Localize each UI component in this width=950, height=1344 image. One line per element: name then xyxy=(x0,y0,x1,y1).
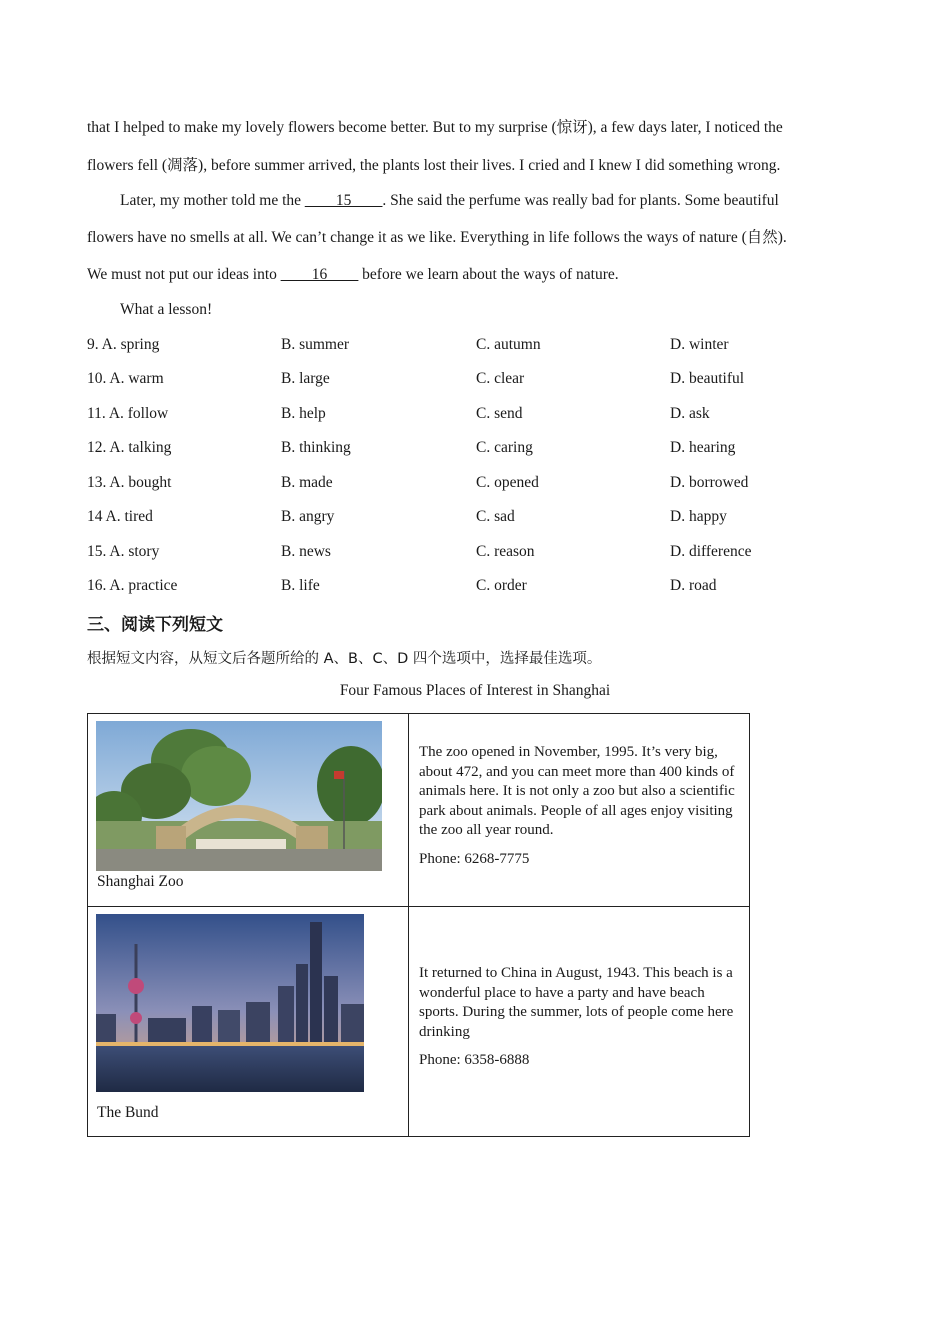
option-d: D. happy xyxy=(670,508,727,525)
blank-16: ____16____ xyxy=(280,266,359,283)
section-heading: 三、阅读下列短文 xyxy=(87,615,223,635)
table-title: Four Famous Places of Interest in Shanghai xyxy=(339,682,611,699)
option-a: 16. A. practice xyxy=(87,577,178,594)
section-instructions: 根据短文内容，从短文后各题所给的 A、B、C、D 四个选项中，选择最佳选项。 xyxy=(87,651,602,667)
description-cell xyxy=(409,907,750,1137)
option-d: D. hearing xyxy=(670,439,736,456)
option-d: D. winter xyxy=(670,336,729,353)
zoo-photo xyxy=(88,714,408,871)
passage-line-3 xyxy=(120,191,779,211)
image-cell xyxy=(88,907,409,1137)
zoo-gate-image xyxy=(96,721,382,871)
option-d: D. road xyxy=(670,577,717,594)
option-c: C. send xyxy=(476,405,523,422)
option-a: 10. A. warm xyxy=(87,370,164,387)
option-a: 12. A. talking xyxy=(87,439,172,456)
option-c: C. sad xyxy=(476,508,515,525)
option-b: B. thinking xyxy=(281,439,351,456)
option-b: B. news xyxy=(281,543,331,560)
option-b: B. life xyxy=(281,577,320,594)
bund-photo xyxy=(88,907,408,1092)
option-a: 9. A. spring xyxy=(87,336,160,353)
option-b: B. made xyxy=(281,474,333,491)
passage-line-3-end: . She said the perfume was really bad for plants. Some beautiful xyxy=(382,192,779,209)
option-c: C. clear xyxy=(476,370,525,387)
table-row xyxy=(88,907,750,1137)
question-12-options xyxy=(87,438,847,458)
option-c: C. reason xyxy=(476,543,535,560)
place-phone: Phone: 6358-6888 xyxy=(419,1052,530,1068)
passage-line-2: flowers fell (凋落), before summer arrived, the plants lost their lives. I cried and I knew I did something wrong. xyxy=(87,157,781,174)
option-b: B. help xyxy=(281,405,326,422)
passage-line-3-start: Later, my mother told me the xyxy=(120,192,302,209)
place-description: The zoo opened in November, 1995. It’s very big, about 472, and you can meet more than 400 kinds of animals here. It is not only a zoo but also a scientific park about animals. People of all ages enjoy visiting the zoo all year round. xyxy=(419,744,735,838)
question-16-options xyxy=(87,576,847,596)
question-10-options xyxy=(87,369,847,389)
option-d: D. borrowed xyxy=(670,474,749,491)
table-row xyxy=(88,714,750,907)
passage-line-5-end: before we learn about the ways of nature. xyxy=(362,266,619,283)
place-caption: Shanghai Zoo xyxy=(97,873,184,890)
option-c: C. autumn xyxy=(476,336,541,353)
option-a: 15. A. story xyxy=(87,543,160,560)
passage-line-4: flowers have no smells at all. We can’t change it as we like. Everything in life follows the ways of nature (自然). xyxy=(87,229,787,246)
option-c: C. caring xyxy=(476,439,533,456)
place-description: It returned to China in August, 1943. This beach is a wonderful place to have a party and have beach sports. During the summer, lots of people come here drinking xyxy=(419,965,734,1040)
passage-line-5-start: We must not put our ideas into xyxy=(87,266,277,283)
image-cell xyxy=(88,714,409,907)
option-c: C. opened xyxy=(476,474,539,491)
passage-line-5 xyxy=(87,265,619,285)
question-14-options xyxy=(87,507,847,527)
option-d: D. ask xyxy=(670,405,710,422)
question-15-options xyxy=(87,542,847,562)
bund-skyline-image xyxy=(96,914,364,1092)
question-9-options xyxy=(87,335,847,355)
option-d: D. difference xyxy=(670,543,752,560)
question-11-options xyxy=(87,404,847,424)
option-c: C. order xyxy=(476,577,527,594)
passage-line-6: What a lesson! xyxy=(120,301,213,318)
option-b: B. summer xyxy=(281,336,350,353)
blank-15: ____15____ xyxy=(304,192,383,209)
option-a: 14 A. tired xyxy=(87,508,153,525)
question-13-options xyxy=(87,473,847,493)
option-d: D. beautiful xyxy=(670,370,745,387)
description-cell xyxy=(409,714,750,907)
option-a: 13. A. bought xyxy=(87,474,172,491)
option-b: B. large xyxy=(281,370,330,387)
place-phone: Phone: 6268-7775 xyxy=(419,850,530,867)
passage-line-1: that I helped to make my lovely flowers become better. But to my surprise (惊讶), a few days later, I noticed the xyxy=(87,119,783,136)
option-a: 11. A. follow xyxy=(87,405,169,422)
option-b: B. angry xyxy=(281,508,335,525)
places-table xyxy=(87,713,750,1137)
place-caption: The Bund xyxy=(97,1104,159,1121)
